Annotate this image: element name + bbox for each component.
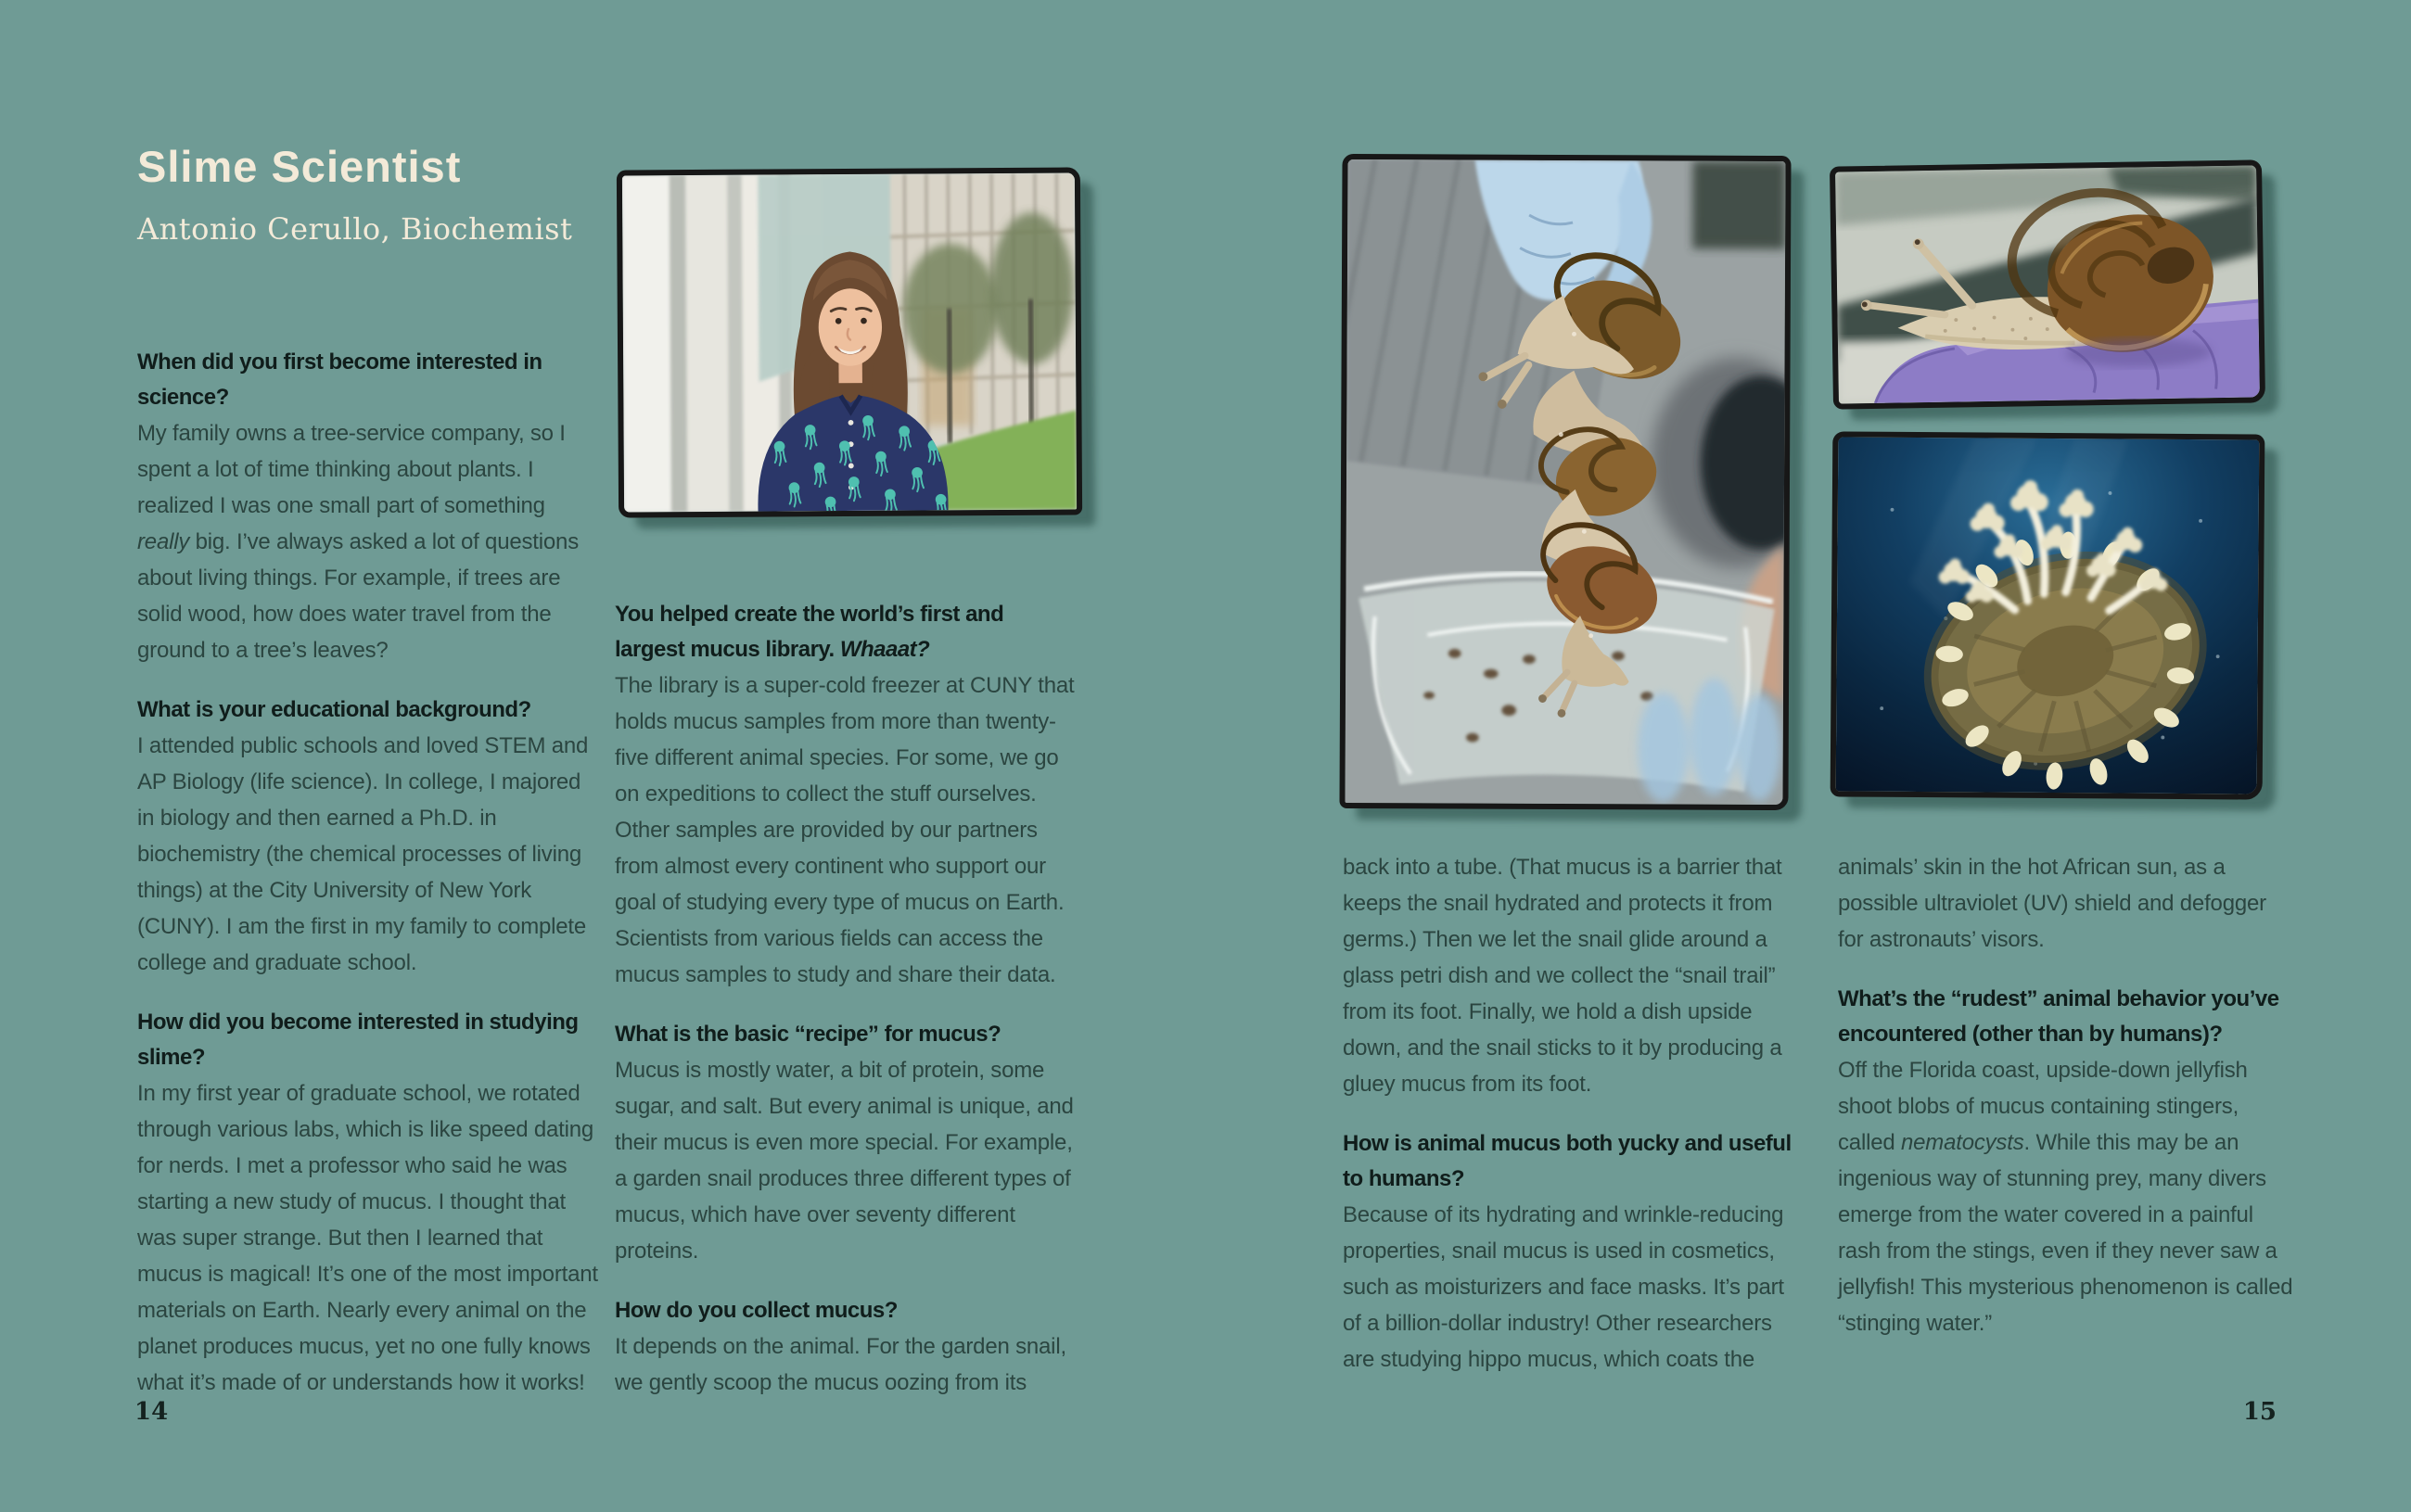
scientist-portrait-photo	[617, 167, 1082, 517]
qa-column-1	[137, 321, 599, 1401]
page-number-left: 14	[134, 1398, 169, 1426]
text-run: Mucus is mostly water, a bit of protein, some sugar, and salt. But every animal is unique, and their mucus is even more special. For example, a garden snail produces three different types of mucus, which have over seventy different proteins.	[615, 1058, 1074, 1264]
text-run: The library is a super-cold freezer at CUNY that holds mucus samples from more than twenty-five different animal species. For some, we go on expeditions to collect the stuff ourselves. Other samples are provided by our partners from almost every continent who support our goal of studying every type of mucus on Earth. Scientists from various fields can access the mucus samples to study and share their data.	[615, 673, 1075, 987]
qa-column-2	[615, 573, 1078, 1401]
answer-paragraph	[137, 1075, 599, 1401]
text-run: What is the basic “recipe” for mucus?	[615, 1022, 1001, 1047]
answer-paragraph	[1343, 1197, 1801, 1378]
text-run: Because of its hydrating and wrinkle-reducing properties, snail mucus is used in cosmetics, such as moisturizers and face masks. It’s part of a billion-dollar industry! Other researchers are studying hippo mucus, which coats the	[1343, 1202, 1784, 1372]
text-run: . While this may be an ingenious way of stunning prey, many divers emerge from the water covered in a painful rash from the stings, even if they never saw a jellyfish! This mysterious phenomenon is called “stinging water.”	[1838, 1130, 2293, 1336]
text-run: What is your educational background?	[137, 697, 531, 722]
page-number-right: 15	[2242, 1398, 2277, 1426]
snail-chain-illustration	[1345, 159, 1785, 805]
answer-paragraph	[615, 667, 1078, 993]
text-run: Off the Florida coast, upside-down jellyfish shoot blobs of mucus containing stingers, called	[1838, 1058, 2248, 1155]
answer-paragraph	[1838, 849, 2294, 958]
snail-chain-photo	[1339, 154, 1791, 810]
snail-on-glove-photo	[1830, 159, 2265, 409]
text-run: I attended public schools and loved STEM and AP Biology (life science). In college, I majored in biology and then earned a Ph.D. in biochemistry (the chemical processes of living things) at the City University of New York (CUNY). I am the first in my family to complete college and graduate school.	[137, 733, 589, 975]
question-heading	[1838, 982, 2294, 1052]
question-heading	[137, 345, 599, 415]
text-run: How is animal mucus both yucky and useful to humans?	[1343, 1131, 1792, 1191]
answer-paragraph	[1838, 1052, 2294, 1341]
page-subtitle: Antonio Cerullo, Biochemist	[137, 211, 573, 247]
text-run: My family owns a tree-service company, so I spent a lot of time thinking about plants. I realized I was one small part of something	[137, 421, 566, 518]
text-run: In my first year of graduate school, we rotated through various labs, which is like speed dating for nerds. I met a professor who said he was starting a new study of mucus. I thought that was super strange. But then I learned that mucus is magical! It’s one of the most important materials on Earth. Nearly every animal on the planet produces mucus, yet no one fully knows what it’s made of or understands how it works!	[137, 1081, 598, 1395]
text-run: back into a tube. (That mucus is a barrier that keeps the snail hydrated and protects it from germs.) Then we let the snail glide around a glass petri dish and we collect the “snail trail” from its foot. Finally, we hold a dish upside down, and the snail sticks to it by producing a gluey mucus from its foot.	[1343, 855, 1782, 1097]
answer-paragraph	[137, 728, 599, 981]
jellyfish-photo	[1831, 431, 2265, 799]
question-heading	[615, 1017, 1078, 1052]
text-run: big. I’ve always asked a lot of questions about living things. For example, if trees are solid wood, how does water travel from the ground to a tree’s leaves?	[137, 529, 579, 663]
text-run: animals’ skin in the hot African sun, as a possible ultraviolet (UV) shield and defogger for astronauts’ visors.	[1838, 855, 2266, 952]
qa-column-4	[1838, 849, 2294, 1341]
scientist-portrait-illustration	[622, 173, 1077, 513]
italic-text: Whaaat?	[839, 637, 930, 662]
text-run: It depends on the animal. For the garden snail, we gently scoop the mucus oozing from its	[615, 1334, 1066, 1395]
question-heading	[615, 1293, 1078, 1328]
question-heading	[137, 692, 599, 728]
question-heading	[1343, 1126, 1801, 1197]
question-heading	[615, 597, 1078, 667]
answer-paragraph	[137, 415, 599, 668]
qa-column-3	[1343, 849, 1801, 1378]
question-heading	[137, 1005, 599, 1075]
text-run: How did you become interested in studying slime?	[137, 1010, 579, 1070]
text-run: You helped create the world’s first and largest mucus library.	[615, 602, 1004, 662]
text-run: What’s the “rudest” animal behavior you’ve encountered (other than by humans)?	[1838, 986, 2279, 1047]
text-run: When did you first become interested in science?	[137, 349, 542, 410]
italic-text: really	[137, 529, 190, 554]
answer-paragraph	[615, 1052, 1078, 1269]
jellyfish-illustration	[1836, 437, 2260, 794]
italic-text: nematocysts	[1900, 1130, 2024, 1155]
text-run: How do you collect mucus?	[615, 1298, 898, 1323]
page-title: Slime Scientist	[137, 142, 462, 191]
answer-paragraph	[1343, 849, 1801, 1102]
snail-on-glove-illustration	[1835, 165, 2260, 403]
answer-paragraph	[615, 1328, 1078, 1401]
